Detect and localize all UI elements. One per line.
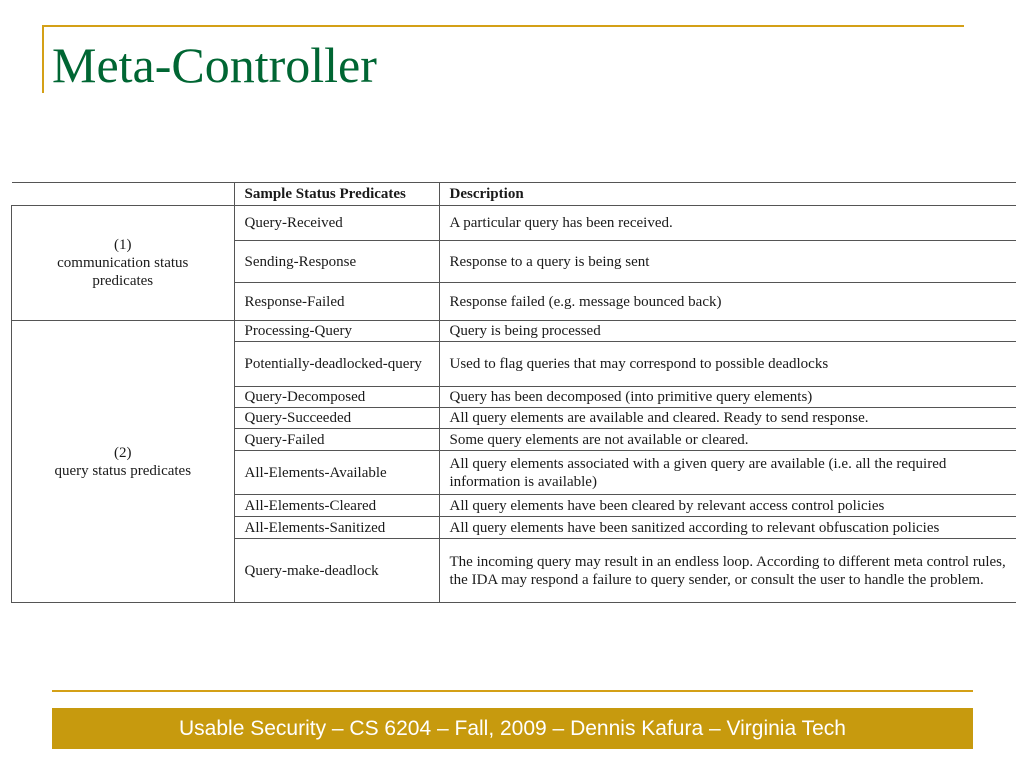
predicate-description: All query elements have been sanitized according to relevant obfuscation policies (439, 517, 1016, 539)
group-label-line: (1) (114, 237, 132, 253)
group-label-line: predicates (92, 273, 154, 289)
predicate-description: Used to flag queries that may correspond to possible deadlocks (439, 342, 1016, 387)
header-description: Description (439, 183, 1016, 206)
slide-title: Meta-Controller (52, 37, 377, 93)
predicate-description: Query is being processed (439, 321, 1016, 342)
predicate-name: Potentially-deadlocked-query (234, 342, 439, 387)
predicate-name: Query-Received (234, 206, 439, 241)
predicate-name: Processing-Query (234, 321, 439, 342)
predicate-name: All-Elements-Cleared (234, 495, 439, 517)
predicate-description: Some query elements are not available or cleared. (439, 429, 1016, 451)
predicate-name: Query-Succeeded (234, 408, 439, 429)
footer-text: Usable Security – CS 6204 – Fall, 2009 – Dennis Kafura – Virginia Tech (179, 716, 846, 740)
predicates-table (11, 182, 1016, 603)
title-top-rule (43, 25, 964, 27)
predicate-name: Query-Decomposed (234, 387, 439, 408)
predicate-name: Query-Failed (234, 429, 439, 451)
predicate-name: All-Elements-Available (234, 451, 439, 495)
header-predicates: Sample Status Predicates (234, 183, 439, 206)
footer-rule (52, 690, 973, 692)
group-label-line: query status predicates (54, 462, 192, 479)
predicate-name: All-Elements-Sanitized (234, 517, 439, 539)
group-label-line: communication status (57, 255, 189, 271)
group-label-line: (2) (114, 444, 132, 461)
predicate-description: Query has been decomposed (into primitive query elements) (439, 387, 1016, 408)
predicate-description: The incoming query may result in an endless loop. According to different meta control rules, the IDA may respond a failure to query sender, or consult the user to handle the problem. (439, 539, 1016, 603)
header-group-cell (12, 183, 235, 206)
group-label-communication (12, 206, 235, 321)
predicate-description: Response to a query is being sent (439, 241, 1016, 283)
predicate-description: A particular query has been received. (439, 206, 1016, 241)
table-header-row (12, 183, 1017, 206)
group-label-query (12, 321, 235, 603)
predicate-description: All query elements associated with a given query are available (i.e. all the required information is available) (439, 451, 1016, 495)
predicate-description: All query elements are available and cleared. Ready to send response. (439, 408, 1016, 429)
table-row (12, 206, 1017, 241)
predicate-description: All query elements have been cleared by relevant access control policies (439, 495, 1016, 517)
table-row (12, 321, 1017, 342)
footer-bar (52, 708, 973, 749)
predicate-name: Sending-Response (234, 241, 439, 283)
predicate-description: Response failed (e.g. message bounced back) (439, 283, 1016, 321)
title-left-rule (42, 25, 44, 93)
predicate-name: Query-make-deadlock (234, 539, 439, 603)
predicate-name: Response-Failed (234, 283, 439, 321)
